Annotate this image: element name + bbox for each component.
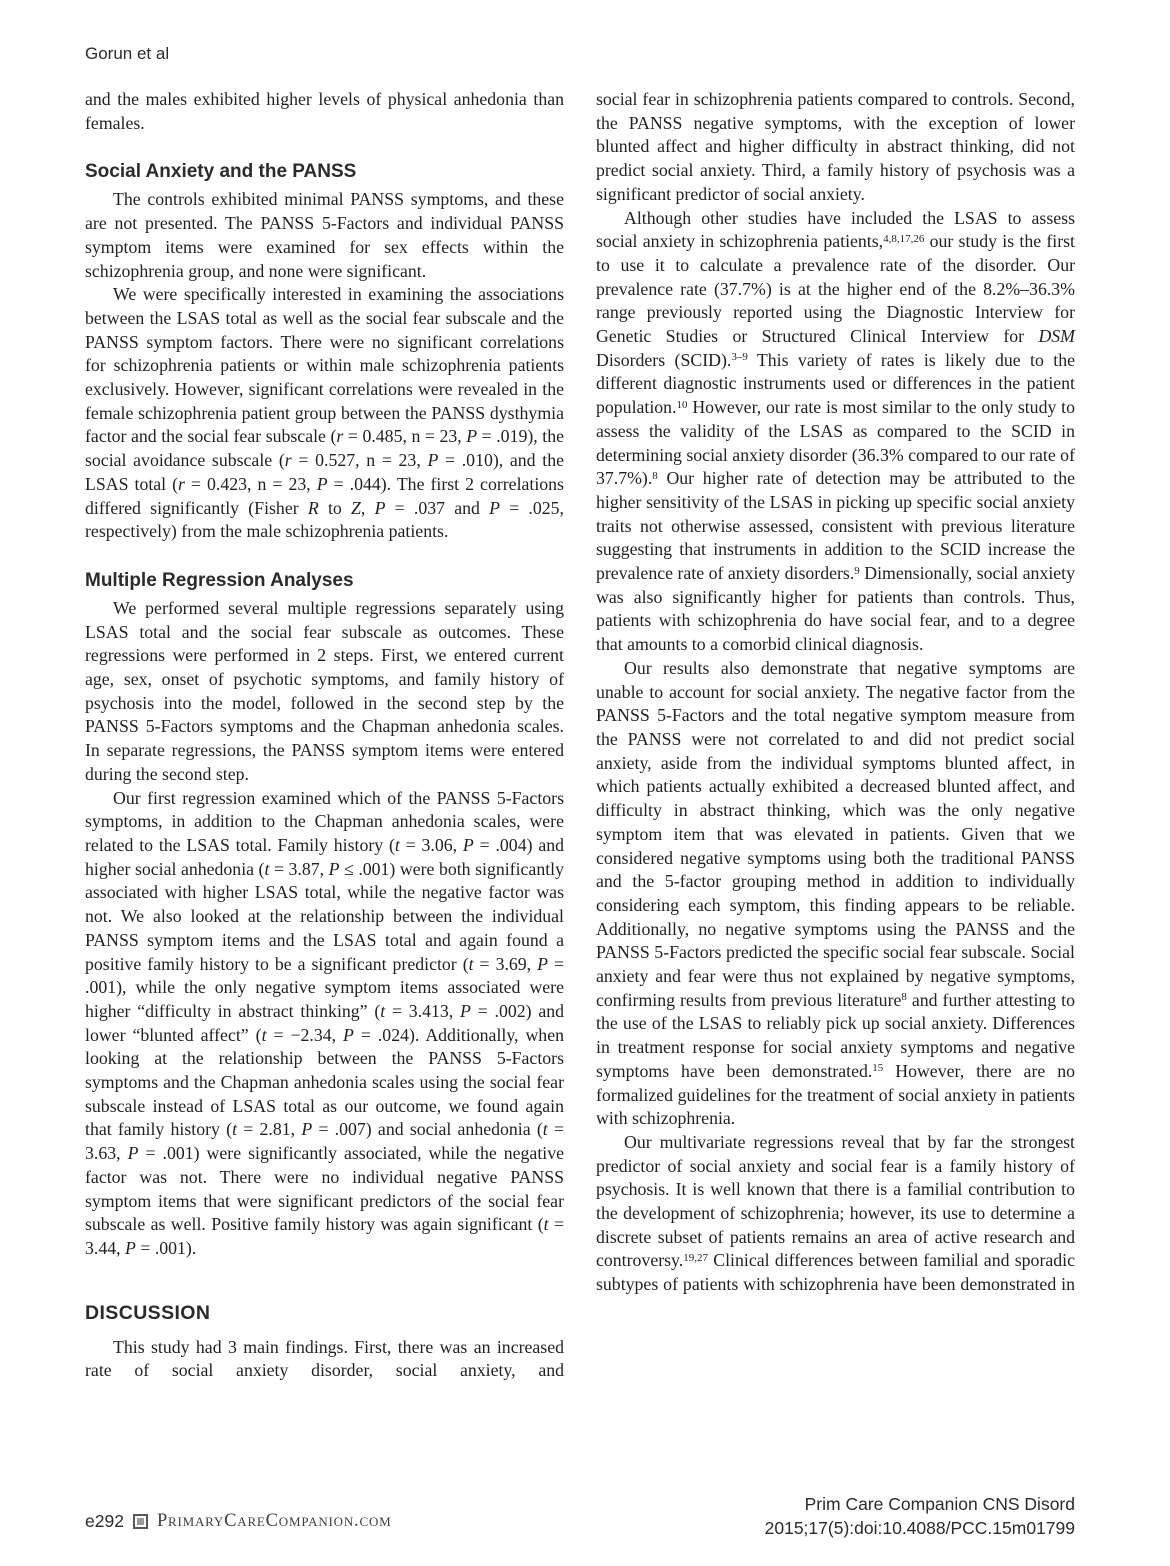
paragraph-negative-symptoms: Our results also demonstrate that negative symptoms are unable to account for social anxiety. The negative factor from the PANSS 5-Factors and the total negative symptom measure from the PANSS were not correlated to and did not predict social anxiety, aside from the individual symptoms blunted affect, in which patients actually exhibited a decreased blunted affect, and difficulty in abstract thinking, which was the only negative symptom item that was elevated in patients. Given that we considered negative symptoms using both the traditional PANSS and the 5-factor grouping method in addition to individually considering each symptom, this finding appears to be reliable. Additionally, no negative symptoms using the PANSS and the PANSS 5-Factors predicted the specific social fear subscale. Social anxiety and fear were thus not explained by negative symptoms, confirming results from previous literature$^8$ and further attesting to the use of the LSAS to reliably pick up social anxiety. Differences in treatment response for social anxiety symptoms and negative symptoms have been demonstrated.$^{15}$ However, there are no formalized guidelines for the treatment of social anxiety in patients with schizophrenia. xyxy=(596,657,1075,1129)
journal-name: Prim Care Companion CNS Disord xyxy=(804,1494,1075,1514)
journal-logo-icon xyxy=(133,1514,148,1529)
section-heading-discussion: DISCUSSION xyxy=(85,1301,211,1324)
footer-right xyxy=(765,1493,1075,1540)
paragraph-correlations: We were specifically interested in examining the associations between the LSAS total as well as the social fear subscale and the PANSS symptom factors. There were no significant correlations for schizophrenia patients or within male schizophrenia patients exclusively. However, significant correlations were revealed in the female schizophrenia patient group between the PANSS dysthymia factor and the social fear subscale (r = 0.485, n = 23, P = .019), the social avoidance subscale (r = 0.527, n = 23, P = .010), and the LSAS total (r = 0.423, n = 23, P = .044). The first 2 correlations differed significantly (Fisher R to Z, P = .037 and P = .025, respectively) from the male schizophrenia patients. xyxy=(85,284,564,542)
paragraph-prevalence-rate: Although other studies have included the LSAS to assess social anxiety in schizophrenia patients,$^{4,8,17,26}$ our study is the first to use it to calculate a prevalence rate of the disorder. Our prevalence rate (37.7%) is at the higher end of the 8.2%–36.3% range previously reported using the Diagnostic Interview for Genetic Studies or Structured Clinical Interview for DSM Disorders (SCID).$^{3-9}$ This variety of rates is likely due to the different diagnostic instruments used or differences in the patient population.$^{10}$ However, our rate is most similar to the only study to assess the validity of the LSAS as compared to the SCID in determining social anxiety disorder (36.3% compared to our rate of 37.7%).$^8$ Our higher rate of detection may be attributed to the higher sensitivity of the LSAS in picking up specific social anxiety traits not otherwise assessed, consistent with previous literature suggesting that instruments in addition to the SCID increase the prevalence rate of anxiety disorders.$^9$ Dimensionally, social anxiety was also significantly higher for patients than controls. Thus, patients with schizophrenia do have social fear, and to a degree that amounts to a comorbid clinical diagnosis. xyxy=(596,207,1076,655)
right-column xyxy=(596,88,1075,1383)
page-number: e292 xyxy=(85,1511,124,1531)
paragraph-multivariate-regressions: Our multivariate regressions reveal that by far the strongest predictor of social anxiety and social fear is a family history of psychosis. It is well known that there is a familial contribution to the development of schizophrenia; however, its use to determine a discrete subset of patients remains an area of active research and controversy.$^{19,27}$ Clinical differences between familial and sporadic subtypes of patients with schizophrenia have been demonstrated in xyxy=(596,1131,1075,1295)
paragraph-first-regression: Our first regression examined which of the PANSS 5-Factors symptoms, in addition to the Chapman anhedonia scales, were related to the LSAS total. Family history (t = 3.06, P = .004) and higher social anhedonia (t = 3.87, P ≤ .001) were both significantly associated with higher LSAS total, while the negative factor was not. We also looked at the relationship between the individual PANSS symptom items and the LSAS total and again found a positive family history to be a significant predictor (t = 3.69, P = .001), while the only negative symptom items associated were higher “difficulty in abstract thinking” (t = 3.413, P = .002) and lower “blunted affect” (t = −2.34, P = .024). Additionally, when looking at the relationship between the PANSS 5-Factors symptoms and the Chapman anhedonia scales using the social fear subscale instead of LSAS total as our outcome, we found again that family history (t = 2.81, P = .007) and social anhedonia (t = 3.63, P = .001) were significantly associated, while the negative factor was not. There were no individual negative PANSS symptom items that were significant predictors of the social fear subscale as well. Positive family history was again significant (t = 3.44, P = .001). xyxy=(85,787,564,1258)
section-heading-multiple-regression: Multiple Regression Analyses xyxy=(85,569,354,591)
paragraph-controls-panss: The controls exhibited minimal PANSS symptoms, and these are not presented. The PANSS 5-Factors and individual PANSS symptom items were examined for sex effects within the schizophrenia group, and none were significant. xyxy=(85,189,564,281)
paragraph-anhedonia-continuation: and the males exhibited higher levels of physical anhedonia than females. xyxy=(85,89,564,133)
section-heading-social-anxiety-panss: Social Anxiety and the PANSS xyxy=(85,161,357,183)
paragraph-discussion-start: This study had 3 main findings. First, there was an increased rate of social anxiety disorder, social anxiety, and xyxy=(85,1336,564,1381)
running-head: Gorun et al xyxy=(85,44,170,63)
journal-website: PrimaryCareCompanion.com xyxy=(156,1511,392,1531)
journal-doi: 2015;17(5):doi:10.4088/PCC.15m01799 xyxy=(764,1517,1075,1538)
paragraph-regressions-setup: We performed several multiple regressions separately using LSAS total and the social fear subscale as outcomes. These regressions were performed in 2 steps. First, we entered current age, sex, onset of psychotic symptoms, and family history of psychosis into the model, followed in the second step by the PANSS 5-Factors symptoms and the Chapman anhedonia scales. In separate regressions, the PANSS symptom items were entered during the second step. xyxy=(85,597,564,784)
two-column-body xyxy=(85,88,1075,1383)
paragraph-findings-continuation: social fear in schizophrenia patients compared to controls. Second, the PANSS negative symptoms, with the exception of lower blunted affect and higher difficulty in abstract thinking, did not predict social anxiety. Third, a family history of psychosis was a significant predictor of social anxiety. xyxy=(596,89,1075,204)
left-column xyxy=(85,88,564,1383)
journal-logo-inner-square xyxy=(137,1518,144,1525)
footer-left xyxy=(85,1511,392,1532)
